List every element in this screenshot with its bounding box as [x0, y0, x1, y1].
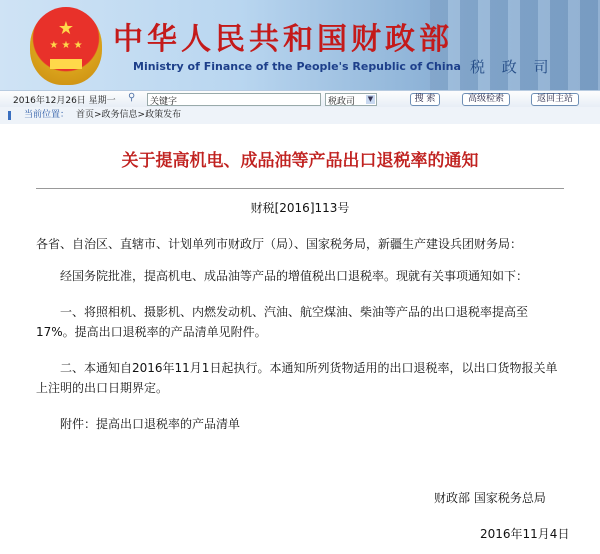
advanced-search-button[interactable]: 高级检索: [462, 93, 510, 106]
site-title-en: Ministry of Finance of the People's Republic of China: [133, 60, 461, 73]
breadcrumb-marker: [8, 111, 11, 120]
search-icon: ⚲: [128, 92, 136, 103]
site-title: 中华人民共和国财政部: [113, 22, 453, 57]
toolbar: [0, 90, 600, 107]
breadcrumb-label: 当前位置：: [24, 110, 70, 120]
search-input[interactable]: 关键字: [147, 93, 321, 106]
chevron-down-icon: ▼: [367, 95, 374, 103]
divider: [36, 188, 564, 189]
item1-line2: 17%。提高出口退税率的产品清单见附件。: [36, 325, 267, 339]
attachment-note: 附件：提高出口退税率的产品清单: [60, 417, 241, 431]
breadcrumb-path[interactable]: 首页>政务信息>政策发布: [76, 110, 182, 120]
return-home-button[interactable]: 返回主站: [531, 93, 579, 106]
breadcrumb: [0, 107, 600, 124]
scope-select[interactable]: 税政司 ▼: [325, 93, 377, 106]
item1-line1: 一、将照相机、摄影机、内燃发动机、汽油、航空煤油、柴油等产品的出口退税率提高至: [60, 305, 529, 319]
search-button[interactable]: 搜 索: [410, 93, 440, 106]
department-name: 税 政 司: [470, 58, 555, 76]
current-date: 2016年12月26日 星期一: [13, 96, 116, 106]
intro-paragraph: 经国务院批准，提高机电、成品油等产品的增值税出口退税率。现就有关事项通知如下：: [60, 269, 529, 283]
document-number: 财税[2016]113号: [250, 201, 350, 215]
item2-line2: 上注明的出口日期界定。: [36, 381, 169, 395]
site-header: [0, 0, 600, 90]
issue-date: 2016年11月4日: [480, 527, 570, 541]
national-emblem-icon: ★ ★ ★ ★: [30, 7, 102, 85]
issuer: 财政部 国家税务总局: [434, 491, 546, 505]
addressee: 各省、自治区、直辖市、计划单列市财政厅（局）、国家税务局，新疆生产建设兵团财务局：: [36, 237, 523, 251]
item2-line1: 二、本通知自2016年11月1日起执行。本通知所列货物适用的出口退税率，以出口货物报关单: [60, 361, 558, 375]
article-title: 关于提高机电、成品油等产品出口退税率的通知: [121, 151, 479, 171]
